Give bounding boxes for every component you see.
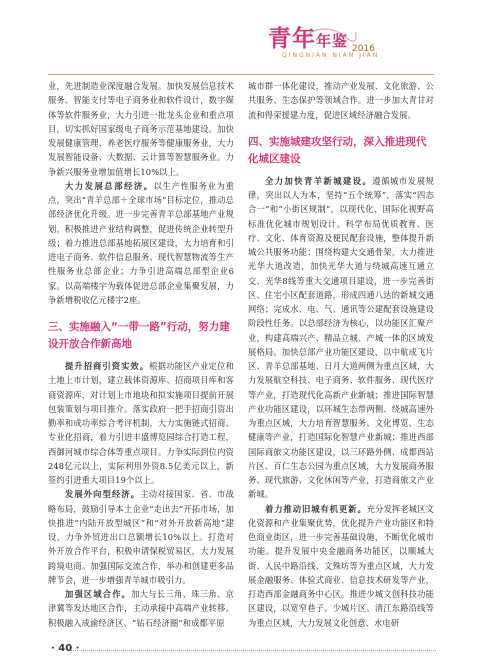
body-paragraph: 加强区域合作。加大与长三角、珠三角、京津冀等发达地区合作，主动承接中高端产业转移。积极融入成渝经济区、“钻石经济圈”和成都平原: [48, 589, 234, 628]
body-paragraph: 全力加快青羊新城建设。遵循城市发展规律，突出以人为本，坚持“五个统筹”，落实“四态合一”和“小街区规制”，以现代化、国际化视野高标准优化城市规划设计。科学布局优质教育、医疗、文化、体育资源及便民配套设施，整体提升新城公共服务功能；围绕构建大交通骨架，大力推进光华大道改造，加快光华大道与绕城高速互通立交、光华8线等重大交通项目建设，进一步完善街区、住宅小区配套道路，形成四通八达的新城交通网络；完成水、电、气、通讯等公建配套设施建设阶段性任务。以总部经济为核心，以功能区汇聚产业，构建高端兴产、精品立城、产城一体的区域发展格局。加快总部产业功能区建设，以中航成飞片区、青羊总部基地、日月大道两侧为重点区域，大力发展航空科技、电子商务、软件服务、现代医疗等产业，打造现代化高新产业新城；推进国际智慧产业功能区建设，以环城生态带两侧、绕城高速外为重点区域，大力培育智慧服务、文化博览、生态健康等产业，打造国际化智慧产业新城；推进西部国际商旅文功能区建设，以三环路外侧、成都西站片区、百仁生态公园为重点区域，大力发展商务服务、现代旅游、文化休闲等产业，打造商旅文产业新城。: [248, 175, 434, 500]
yearbook-logo: [268, 20, 380, 64]
page-number: · 40 ·: [51, 643, 80, 654]
footer-dotted-rule: [70, 650, 436, 651]
body-paragraph: 发展外向型经济。主动对接国家、省、市战略布局，鼓励引导本土企业“走出去”开拓市场，加快推进“内陆开放型城区”和“对外开放新高地”建设，力争外贸进出口总额增长10%以上。打造对外开放合作平台，积极申请保税贸易区，大力发展跨境电商。加强国际交流合作，举办和创建更多品牌节会，进一步增强青羊城市吸引力。: [48, 489, 234, 585]
body-paragraph: 着力推动旧城有机更新。充分发挥老城区文化资源和产业集聚优势，优化提升产业功能区和特色商业街区，进一步完善基础设施，不断优化城市功能。提升发展中央金融商务功能区，以顺城大街、人民中路沿线、文殊坊等为重点区域，大力发展金融服务、体验式商业、信息技术研发等产业，打造西部金融商务中心区。推进少城文创科技功能区建设，以宽窄巷子、少城片区、清江东路沿线等为重点区域，大力发展文化创意、水电研: [248, 503, 434, 628]
logo-year: 2016: [352, 44, 375, 54]
section-heading: 四、实施城建攻坚行动，深入推进现代化城区建设: [248, 135, 427, 165]
section-heading: 三、实施融入“一带一路”行动，努力建设开放合作新高地: [48, 321, 230, 350]
logo-pinyin: QINGNIAN NIAN JIAN: [282, 52, 380, 59]
header-divider: [48, 74, 434, 75]
logo-title: 青年年鉴: [268, 25, 349, 52]
body-paragraph: 提升招商引资实效。根据功能区产业定位和土地上市计划，建立载体资源库、招商项目库和客商资源库，对计划上市地块和拟实施项目提前开展包装策划与项目推介。落实政府一把手招商引资出勤率和成功率综合考评机制，大力实施链式招商、专业化招商，着力引进丰盛博览园综合打造工程，西御河城市综合体等重点项目。力争实际到位内资248亿元以上，实际利用外资8.5亿美元以上，新签约引进重大项目19个以上。: [48, 361, 235, 485]
left-column: [48, 79, 234, 630]
page-header: [0, 0, 480, 72]
body-paragraph: 业，先进制造业深度融合发展。加快发展信息技术服务、智能支付等电子商务业和软件设计，数字媒体等软件服务业，大力引进一批龙头企业和重点项目，切实抓好国家级电子商务示范基地建设。加快发展健康管理、养老医疗服务等健康服务业，大力发展智能设备、大数据、云计算等智慧服务业。力争新兴服务业增加值增长10%以上。: [48, 81, 234, 177]
body-paragraph: 大力发展总部经济。以生产性服务业为重点，突出“青羊总部＋全球市场”目标定位，推动总部经济优化升级。进一步完善青羊总部基地产业规划，积极推进产业结构调整，促进传统企业转型升级；着力推进总部基地拓展区建设，大力培育和引进电子商务、软件信息服务、现代智慧物流等生产性服务业总部企业；力争引进高端总部型企业6家。以高端楼宇为载体促进总部企业集聚发展，力争新增税收亿元楼宇2座。: [48, 180, 234, 305]
body-paragraph: 城市群一体化建设，推动产业发展、文化旅游、公共服务、生态保护等领域合作。进一步加大青甘对流和得荣援建力度，促进区域经济融合发展。: [248, 81, 434, 120]
right-column: [248, 79, 434, 630]
